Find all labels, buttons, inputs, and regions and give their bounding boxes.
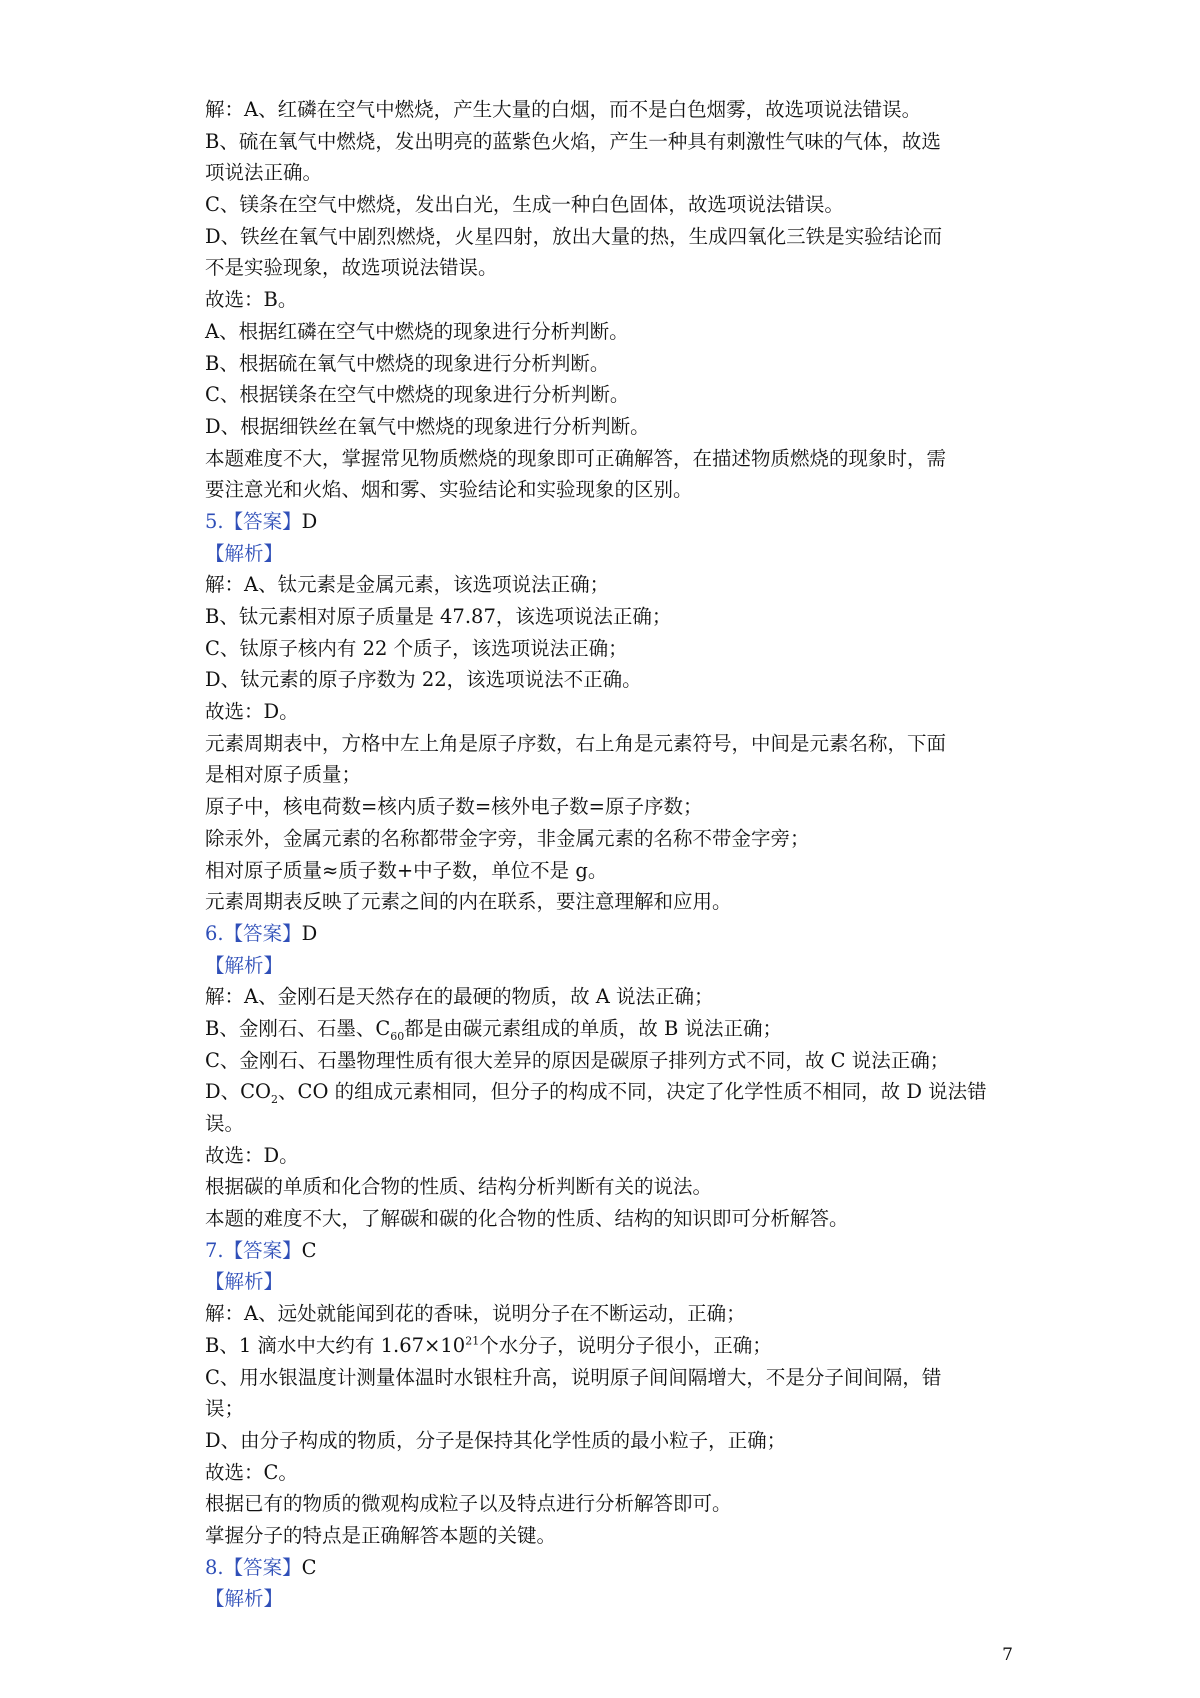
q6-answer-value: D: [301, 921, 318, 945]
q8-analysis-heading: 【解析】: [205, 1587, 284, 1611]
text-line: 原子中，核电荷数=核内质子数=核外电子数=原子序数；: [205, 795, 703, 819]
text-line: 不是实验现象，故选项说法错误。: [205, 256, 498, 280]
q8-answer-heading: 8.【答案】: [205, 1555, 302, 1579]
subscript: 2: [271, 1093, 279, 1107]
text-line: 误；: [205, 1397, 245, 1421]
text-line: D、钛元素的原子序数为 22，该选项说法不正确。: [205, 668, 642, 692]
text-line: A、根据红磷在空气中燃烧的现象进行分析判断。: [205, 319, 629, 343]
text-line: 元素周期表反映了元素之间的内在联系，要注意理解和应用。: [205, 890, 732, 914]
text-line: 根据碳的单质和化合物的性质、结构分析判断有关的说法。: [205, 1175, 713, 1199]
text-line: 故选：C。: [205, 1460, 298, 1484]
text-line: C、根据镁条在空气中燃烧的现象进行分析判断。: [205, 383, 630, 407]
text-line: 本题的难度不大，了解碳和碳的化合物的性质、结构的知识即可分析解答。: [205, 1207, 849, 1231]
text-line: C、用水银温度计测量体温时水银柱升高，说明原子间间隔增大，不是分子间间隔，错: [205, 1365, 942, 1389]
text-line: C、金刚石、石墨物理性质有很大差异的原因是碳原子排列方式不同，故 C 说法正确；: [205, 1048, 950, 1072]
q7-answer-value: C: [301, 1238, 317, 1262]
text-line: 相对原子质量≈质子数+中子数，单位不是 g。: [205, 858, 608, 882]
q7-analysis-heading: 【解析】: [205, 1270, 284, 1294]
text-line: D、铁丝在氧气中剧烈燃烧，火星四射，放出大量的热，生成四氧化三铁是实验结论而: [205, 224, 943, 248]
text-line: D、由分子构成的物质，分子是保持其化学性质的最小粒子，正确；: [205, 1428, 787, 1452]
text-line: 本题难度不大，掌握常见物质燃烧的现象即可正确解答，在描述物质燃烧的现象时，需: [205, 446, 947, 470]
page-number: 7: [1002, 1645, 1013, 1665]
text-line: [205, 1013, 1017, 1045]
text-line: 要注意光和火焰、烟和雾、实验结论和实验现象的区别。: [205, 478, 693, 502]
text-fragment: 个水分子，说明分子很小，正确；: [479, 1333, 772, 1357]
text-line: C、钛原子核内有 22 个质子，该选项说法正确；: [205, 636, 628, 660]
text-fragment: B、1 滴水中大约有 1.67×10: [205, 1333, 466, 1357]
text-line: 根据已有的物质的微观构成粒子以及特点进行分析解答即可。: [205, 1492, 732, 1516]
q8-answer-value: C: [301, 1555, 317, 1579]
text-line: 解：A、钛元素是金属元素，该选项说法正确；: [205, 573, 610, 597]
text-line: 故选：D。: [205, 700, 299, 724]
text-line: B、根据硫在氧气中燃烧的现象进行分析判断。: [205, 351, 610, 375]
q5-answer-line: [205, 506, 1017, 538]
text-line: 故选：B。: [205, 288, 298, 312]
q6-answer-line: [205, 918, 1017, 950]
q7-answer-line: [205, 1235, 1017, 1267]
text-line: D、根据细铁丝在氧气中燃烧的现象进行分析判断。: [205, 414, 650, 438]
text-line: [205, 1076, 1017, 1108]
text-line: 误。: [205, 1112, 245, 1135]
text-line: 解：A、金刚石是天然存在的最硬的物质，故 A 说法正确；: [205, 985, 714, 1009]
text-line: B、钛元素相对原子质量是 47.87，该选项说法正确；: [205, 605, 672, 628]
text-fragment: B、金刚石、石墨、C: [205, 1016, 391, 1040]
superscript: 21: [465, 1334, 480, 1348]
q6-analysis-heading: 【解析】: [205, 953, 284, 977]
text-line: 项说法正确。: [205, 161, 323, 185]
text-line: 元素周期表中，方格中左上角是原子序数，右上角是元素符号，中间是元素名称，下面: [205, 731, 947, 755]
text-fragment: 都是由碳元素组成的单质，故 B 说法正确；: [404, 1016, 782, 1040]
text-fragment: 、CO 的组成元素相同，但分子的构成不同，决定了化学性质不相同，故 D 说法错: [278, 1080, 987, 1104]
subscript: 60: [390, 1029, 405, 1043]
q8-answer-line: [205, 1552, 1017, 1584]
text-line: 除汞外，金属元素的名称都带金字旁，非金属元素的名称不带金字旁；: [205, 826, 810, 850]
text-line: 掌握分子的特点是正确解答本题的关键。: [205, 1523, 557, 1547]
q7-answer-heading: 7.【答案】: [205, 1238, 302, 1262]
q5-answer-value: D: [301, 509, 318, 533]
text-line: [205, 1330, 1017, 1362]
q5-answer-heading: 5.【答案】: [205, 509, 302, 533]
q5-analysis-heading: 【解析】: [205, 541, 284, 565]
q6-answer-heading: 6.【答案】: [205, 921, 302, 945]
text-line: 解：A、红磷在空气中燃烧，产生大量的白烟，而不是白色烟雾，故选项说法错误。: [205, 98, 922, 121]
text-line: 故选：D。: [205, 1143, 299, 1167]
text-line: 解：A、远处就能闻到花的香味，说明分子在不断运动，正确；: [205, 1302, 746, 1326]
text-line: 是相对原子质量；: [205, 763, 362, 787]
text-line: C、镁条在空气中燃烧，发出白光，生成一种白色固体，故选项说法错误。: [205, 193, 844, 217]
text-line: B、硫在氧气中燃烧，发出明亮的蓝紫色火焰，产生一种具有刺激性气味的气体，故选: [205, 129, 941, 153]
text-fragment: D、CO: [205, 1080, 272, 1104]
document-body: [205, 94, 1017, 1615]
